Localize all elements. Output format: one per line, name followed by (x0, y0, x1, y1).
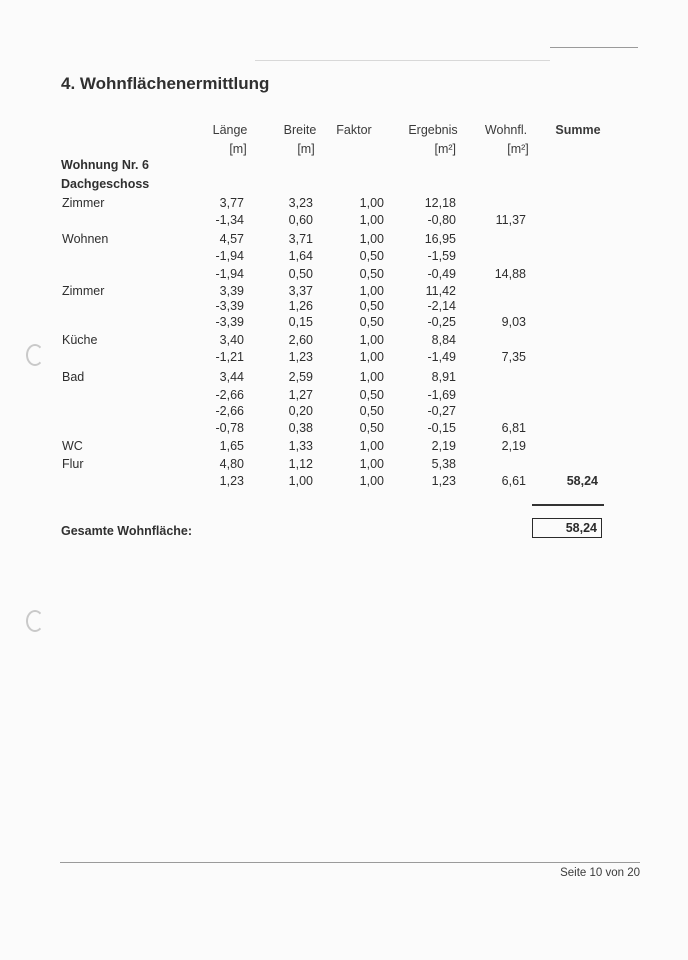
page-number: Seite 10 von 20 (560, 867, 640, 879)
header-ergebnis: Ergebnis (408, 123, 458, 137)
wohnfl-value: 6,81 (501, 421, 526, 435)
ergebnis-value: -0,15 (427, 421, 456, 435)
faktor-value: 1,00 (359, 196, 384, 210)
ergebnis-value: 8,84 (431, 333, 456, 347)
ergebnis-value: 1,23 (431, 474, 456, 488)
ergebnis-value: -0,49 (427, 267, 456, 281)
laenge-value: 3,44 (219, 370, 244, 384)
header-wohnfl: Wohnfl. (484, 123, 528, 137)
summe-underline (532, 504, 604, 506)
ergebnis-value: -0,80 (427, 213, 456, 227)
table-row (0, 232, 688, 246)
header-laenge: Länge (212, 123, 248, 137)
punch-hole-bottom (26, 610, 44, 632)
header-faktor: Faktor (336, 123, 372, 137)
faktor-value: 1,00 (359, 213, 384, 227)
room-name: Küche (62, 333, 98, 347)
laenge-value: 3,40 (219, 333, 244, 347)
breite-value: 2,60 (288, 333, 313, 347)
header-wohnfl-unit: [m²] (507, 142, 529, 156)
laenge-value: -1,21 (215, 350, 244, 364)
table-row (0, 267, 688, 281)
table-row (0, 284, 688, 298)
floor-label: Dachgeschoss (61, 177, 150, 191)
faktor-value: 1,00 (359, 333, 384, 347)
table-row (0, 439, 688, 453)
room-name: WC (62, 439, 83, 453)
faktor-value: 1,00 (359, 350, 384, 364)
faktor-value: 0,50 (359, 249, 384, 263)
wohnfl-value: 2,19 (501, 439, 526, 453)
table-row (0, 333, 688, 347)
section-title: 4. Wohnflächenermittlung (61, 74, 270, 93)
faktor-value: 1,00 (359, 232, 384, 246)
breite-value: 1,64 (288, 249, 313, 263)
faktor-value: 1,00 (359, 474, 384, 488)
header-laenge-unit: [m] (229, 142, 247, 156)
breite-value: 0,15 (288, 315, 313, 329)
breite-value: 1,12 (288, 457, 313, 471)
laenge-value: 1,65 (219, 439, 244, 453)
laenge-value: 4,57 (219, 232, 244, 246)
total-value: 58,24 (532, 518, 602, 538)
ergebnis-value: 16,95 (424, 232, 456, 246)
header-rule-right (550, 47, 638, 48)
table-row (0, 388, 688, 402)
table-row (0, 213, 688, 227)
room-name: Flur (62, 457, 84, 471)
breite-value: 3,71 (288, 232, 313, 246)
table-row (0, 370, 688, 384)
apartment-label: Wohnung Nr. 6 (61, 158, 149, 172)
laenge-value: 1,23 (219, 474, 244, 488)
room-name: Wohnen (62, 232, 109, 246)
faktor-value: 0,50 (359, 404, 384, 418)
ergebnis-value: 11,42 (425, 284, 456, 298)
breite-value: 0,60 (288, 213, 313, 227)
faktor-value: 1,00 (359, 370, 384, 384)
laenge-value: -0,78 (215, 421, 244, 435)
header-breite: Breite (283, 123, 317, 137)
ergebnis-value: -1,49 (427, 350, 456, 364)
table-row (0, 315, 688, 329)
faktor-value: 0,50 (359, 315, 384, 329)
wohnfl-value: 6,61 (501, 474, 526, 488)
laenge-value: 3,77 (219, 196, 244, 210)
wohnfl-value: 7,35 (501, 350, 526, 364)
wohnfl-value: 14,88 (494, 267, 526, 281)
ergebnis-value: 2,19 (431, 439, 456, 453)
header-summe: Summe (555, 123, 601, 137)
header-ergebnis-unit: [m²] (434, 142, 456, 156)
header-rule (255, 60, 550, 61)
laenge-value: 4,80 (219, 457, 244, 471)
faktor-value: 1,00 (359, 284, 384, 298)
table-row (0, 299, 688, 313)
room-name: Zimmer (62, 284, 105, 298)
ergebnis-value: -0,25 (427, 315, 456, 329)
breite-value: 1,26 (288, 299, 313, 313)
breite-value: 2,59 (288, 370, 313, 384)
table-row (0, 249, 688, 263)
ergebnis-value: 8,91 (431, 370, 456, 384)
table-row (0, 350, 688, 364)
laenge-value: 3,39 (219, 284, 244, 298)
breite-value: 1,27 (288, 388, 313, 402)
table-row (0, 196, 688, 210)
breite-value: 1,33 (288, 439, 313, 453)
breite-value: 0,50 (288, 267, 313, 281)
faktor-value: 0,50 (359, 267, 384, 281)
laenge-value: -2,66 (215, 404, 244, 418)
laenge-value: -3,39 (215, 315, 244, 329)
faktor-value: 0,50 (359, 388, 384, 402)
room-name: Zimmer (62, 196, 105, 210)
footer-rule (60, 862, 640, 863)
laenge-value: -3,39 (215, 299, 244, 313)
breite-value: 1,23 (288, 350, 313, 364)
table-row (0, 457, 688, 471)
table-row (0, 404, 688, 418)
ergebnis-value: -2,14 (427, 299, 456, 313)
breite-value: 3,23 (288, 196, 313, 210)
ergebnis-value: 5,38 (431, 457, 456, 471)
faktor-value: 0,50 (359, 421, 384, 435)
faktor-value: 0,50 (359, 299, 384, 313)
room-name: Bad (62, 370, 85, 384)
breite-value: 0,20 (288, 404, 313, 418)
total-label: Gesamte Wohnfläche: (61, 524, 193, 538)
table-row (0, 474, 688, 488)
ergebnis-value: -1,69 (427, 388, 456, 402)
table-row (0, 421, 688, 435)
faktor-value: 1,00 (359, 457, 384, 471)
ergebnis-value: 12,18 (424, 196, 456, 210)
wohnfl-value: 9,03 (501, 315, 526, 329)
breite-value: 3,37 (288, 284, 313, 298)
laenge-value: -2,66 (215, 388, 244, 402)
summe-value: 58,24 (566, 474, 598, 488)
breite-value: 1,00 (288, 474, 313, 488)
header-breite-unit: [m] (297, 142, 315, 156)
laenge-value: -1,94 (215, 249, 244, 263)
wohnfl-value: 11,37 (495, 213, 526, 227)
faktor-value: 1,00 (359, 439, 384, 453)
laenge-value: -1,94 (215, 267, 244, 281)
ergebnis-value: -0,27 (427, 404, 456, 418)
ergebnis-value: -1,59 (427, 249, 456, 263)
laenge-value: -1,34 (215, 213, 244, 227)
breite-value: 0,38 (288, 421, 313, 435)
